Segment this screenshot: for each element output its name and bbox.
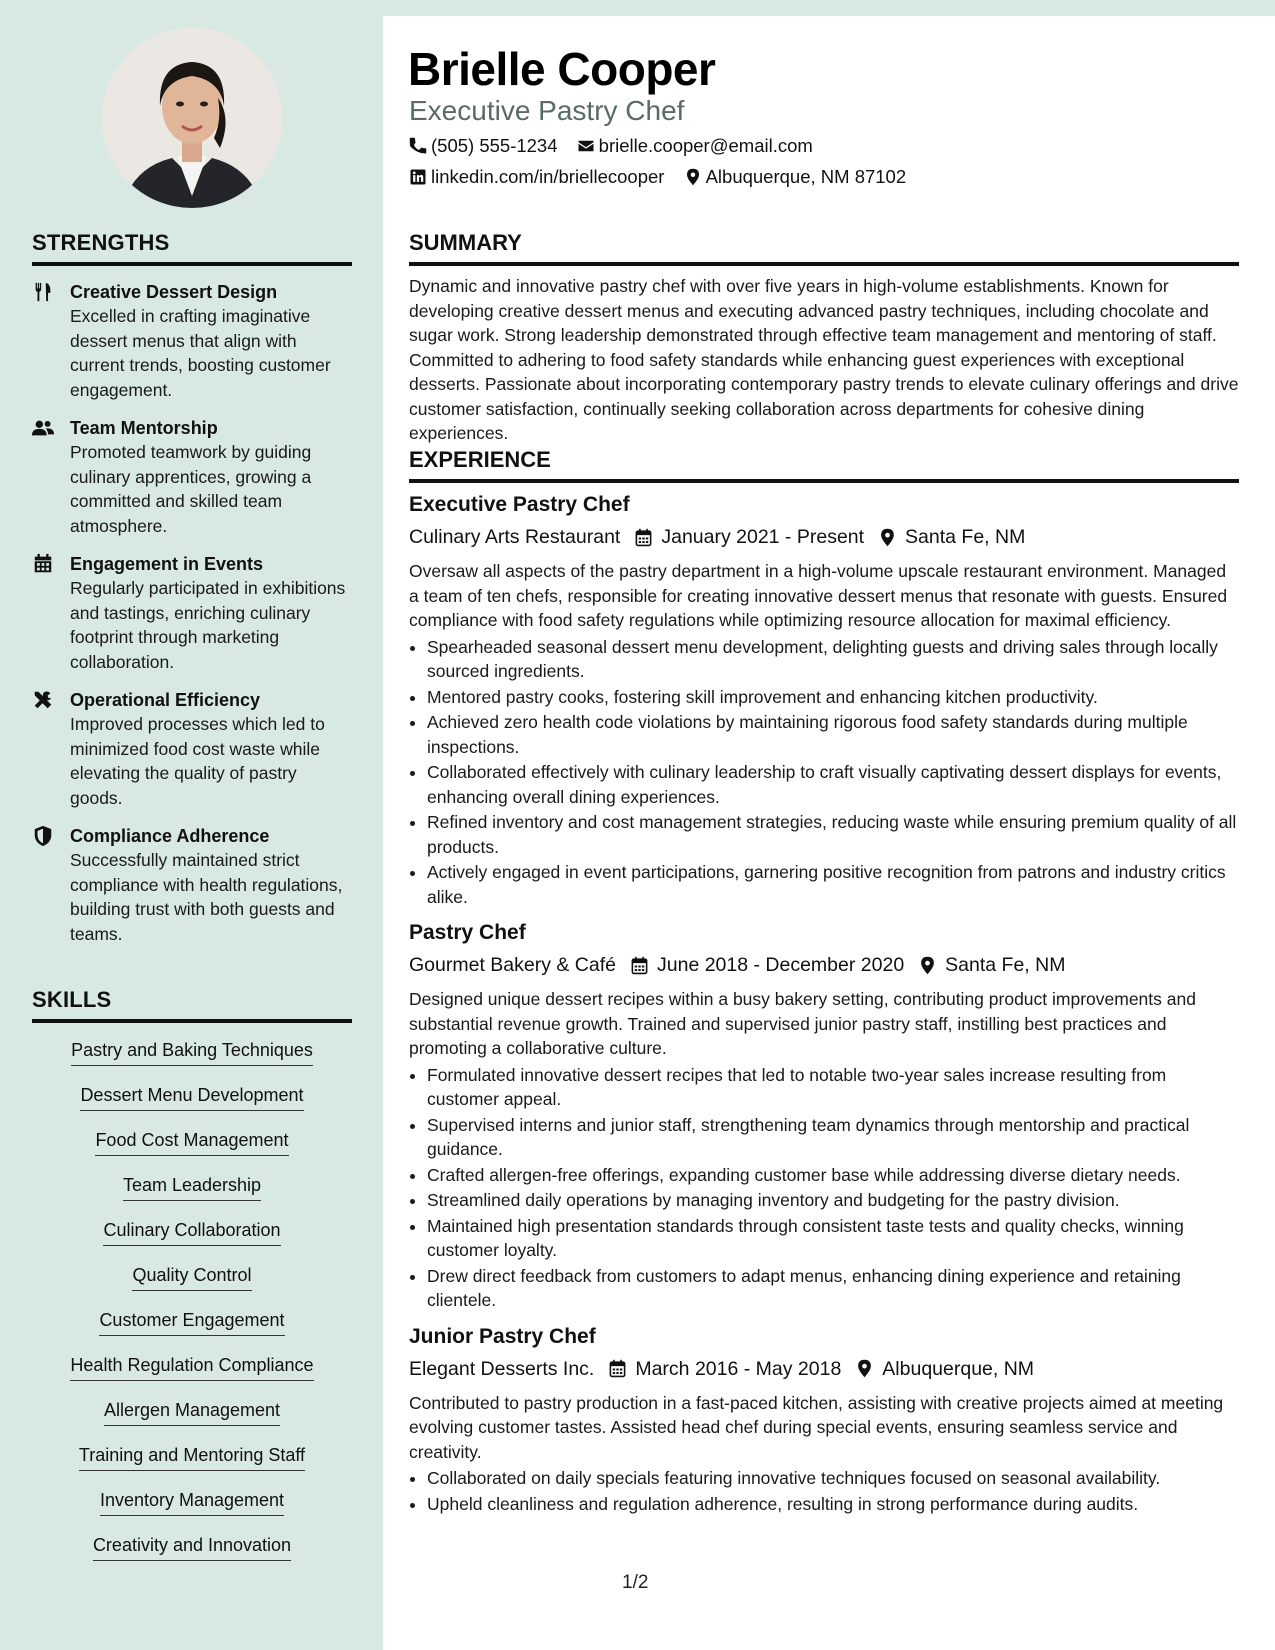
job-company: Gourmet Bakery & Café: [409, 954, 616, 976]
bullet-item: • Mentored pastry cooks, fostering skill improvement and enhancing kitchen productivity.: [427, 685, 1239, 710]
job-meta: [409, 951, 1239, 979]
job-location-text: Santa Fe, NM: [945, 954, 1066, 976]
strength-title: Operational Efficiency: [70, 690, 261, 710]
bullet-item: • Achieved zero health code violations by maintaining rigorous food safety standards during multiple inspections.: [427, 710, 1239, 759]
map-pin-icon: [855, 1359, 874, 1378]
job-location: [855, 1355, 1034, 1383]
bullet-item: • Streamlined daily operations by managing inventory and budgeting for the pastry division.: [427, 1188, 1239, 1213]
job-dates-text: March 2016 - May 2018: [635, 1357, 842, 1380]
job-description: Designed unique dessert recipes within a busy bakery setting, contributing product improvements and substantial revenue growth. Trained and supervised junior pastry staff, instilling best practices and promoting a collaborative culture.: [409, 989, 1196, 1058]
candidate-name: Brielle Cooper: [408, 43, 716, 95]
strengths-heading: STRENGTHS: [32, 230, 352, 266]
skill-tag: Training and Mentoring Staff: [79, 1444, 305, 1471]
avatar: [102, 28, 282, 208]
summary-section: [409, 230, 1239, 446]
job-dates: [608, 1355, 841, 1383]
job-dates-text: June 2018 - December 2020: [657, 954, 905, 976]
job-location: [878, 523, 1025, 551]
job-meta: [409, 523, 1239, 551]
calendar-icon: [608, 1359, 627, 1378]
job-location-text: Santa Fe, NM: [905, 526, 1026, 548]
tools-icon: [32, 689, 54, 711]
envelope-icon: [577, 137, 595, 155]
strength-item: [32, 824, 352, 946]
phone: [409, 134, 558, 158]
skill-tag: Food Cost Management: [95, 1129, 288, 1156]
job-entry: [409, 491, 1239, 909]
skills-section: [32, 987, 352, 1579]
bullet-item: • Spearheaded seasonal dessert menu development, delighting guests and driving sales through locally sourced ingredients.: [427, 635, 1239, 684]
job-location-text: Albuquerque, NM: [882, 1357, 1035, 1380]
skill-tag: Dessert Menu Development: [80, 1084, 303, 1111]
job-title: Pastry Chef: [409, 921, 526, 944]
job-description: Oversaw all aspects of the pastry department in a high-volume upscale restaurant environment. Managed a team of ten chefs, responsible for creating innovative dessert menus that resonate with guests. Ensured compliance with food safety regulations while optimizing resource allocation for maximal efficiency.: [409, 561, 1228, 630]
job-entry: [409, 919, 1239, 1313]
experience-heading: EXPERIENCE: [409, 447, 1239, 483]
strength-desc: Excelled in crafting imaginative dessert menus that align with current trends, boosting customer engagement.: [70, 306, 331, 400]
job-bullets: [409, 1466, 1239, 1516]
skill-tag: Team Leadership: [123, 1174, 261, 1201]
strength-item: [32, 416, 352, 538]
phone-icon: [409, 137, 427, 155]
linkedin-link[interactable]: linkedin.com/in/briellecooper: [431, 166, 665, 187]
job-dates-text: January 2021 - Present: [661, 526, 865, 548]
strength-desc: Promoted teamwork by guiding culinary apprentices, growing a committed and skilled team atmosphere.: [70, 442, 312, 536]
strength-title: Team Mentorship: [70, 418, 218, 438]
linkedin: [409, 165, 664, 189]
strength-desc: Successfully maintained strict compliance with health regulations, building trust with both guests and teams.: [70, 850, 343, 944]
job-dates: [634, 523, 864, 551]
shield-icon: [32, 825, 54, 847]
bullet-item: • Collaborated effectively with culinary leadership to craft visually captivating dessert displays for events, enhancing overall dining experiences.: [427, 760, 1239, 809]
calendar-icon: [32, 553, 54, 575]
job-bullets: [409, 635, 1239, 910]
job-title: Executive Pastry Chef: [409, 493, 630, 516]
strengths-section: [32, 230, 352, 946]
job-location: [918, 951, 1065, 979]
job-entry: [409, 1323, 1239, 1517]
skills-list: [32, 1039, 352, 1579]
profile-photo: [102, 28, 282, 208]
sidebar: [0, 0, 383, 1650]
strength-desc: Regularly participated in exhibitions and tastings, enriching culinary footprint through marketing collaboration.: [70, 578, 346, 672]
summary-heading: SUMMARY: [409, 230, 1239, 266]
bullet-item: • Supervised interns and junior staff, strengthening team dynamics through mentorship and practical guidance.: [427, 1113, 1239, 1162]
map-pin-icon: [684, 168, 702, 186]
bullet-item: • Drew direct feedback from customers to adapt menus, enhancing dining experience and retaining clientele.: [427, 1264, 1239, 1313]
strength-item: [32, 552, 352, 674]
skill-tag: Customer Engagement: [99, 1309, 284, 1336]
main-content: [383, 16, 1275, 1650]
contact-line-1: [409, 134, 827, 161]
strength-title: Creative Dessert Design: [70, 282, 278, 302]
skill-tag: Health Regulation Compliance: [70, 1354, 313, 1381]
strength-item: [32, 280, 352, 402]
bullet-item: • Maintained high presentation standards through consistent taste tests and quality checks, winning customer loyalty.: [427, 1214, 1239, 1263]
linkedin-icon: [409, 168, 427, 186]
calendar-icon: [630, 956, 649, 975]
candidate-role: Executive Pastry Chef: [409, 95, 685, 126]
bullet-item: • Collaborated on daily specials featuring innovative techniques focused on seasonal availability.: [427, 1466, 1239, 1491]
strength-desc: Improved processes which led to minimized food cost waste while elevating the quality of pastry goods.: [70, 714, 325, 808]
strength-title: Engagement in Events: [70, 554, 264, 574]
email-link[interactable]: brielle.cooper@email.com: [598, 135, 813, 156]
location-text: Albuquerque, NM 87102: [705, 166, 907, 187]
users-icon: [32, 417, 54, 439]
page-number: 1/2: [622, 1572, 649, 1593]
job-description: Contributed to pastry production in a fast-paced kitchen, assisting with creative projects aimed at meeting evolving customer tastes. Assisted head chef during special events, ensuring seamless service and creativity.: [409, 1392, 1224, 1462]
contact-line-2: [409, 165, 920, 192]
skill-tag: Creativity and Innovation: [93, 1534, 291, 1561]
strength-title: Compliance Adherence: [70, 826, 270, 846]
bullet-item: • Refined inventory and cost management strategies, reducing waste while ensuring premium quality of all products.: [427, 810, 1239, 859]
location: [684, 165, 907, 189]
experience-section: [409, 447, 1239, 1517]
phone-text[interactable]: (505) 555-1234: [431, 135, 558, 156]
job-company: Elegant Desserts Inc.: [409, 1357, 595, 1380]
email: [577, 134, 813, 158]
map-pin-icon: [918, 956, 937, 975]
summary-text: Dynamic and innovative pastry chef with over five years in high-volume establishments. Known for developing creative dessert menus and executing advanced pastry techniques, including chocolate and sugar work. Strong leadership demonstrated through effective team management and mentoring of staff. Committed to adhering to food safety standards while enhancing guest experiences with exceptional desserts. Passionate about incorporating contemporary pastry trends to elevate culinary offerings and drive customer satisfaction, continually seeking collaboration across departments for cohesive dining experiences.: [409, 276, 1239, 443]
job-title: Junior Pastry Chef: [409, 1324, 596, 1348]
job-company: Culinary Arts Restaurant: [409, 526, 621, 548]
bullet-item: • Crafted allergen-free offerings, expanding customer base while addressing diverse dietary needs.: [427, 1163, 1239, 1188]
bullet-item: • Actively engaged in event participations, garnering positive recognition from patrons and industry critics alike.: [427, 860, 1239, 909]
job-bullets: [409, 1063, 1239, 1313]
job-meta: [409, 1355, 1239, 1383]
job-dates: [630, 951, 904, 979]
utensils-icon: [32, 281, 54, 303]
strength-item: [32, 688, 352, 810]
calendar-icon: [634, 528, 653, 547]
skill-tag: Inventory Management: [100, 1489, 284, 1516]
map-pin-icon: [878, 528, 897, 547]
skills-heading: SKILLS: [32, 987, 352, 1023]
skill-tag: Allergen Management: [104, 1399, 280, 1426]
skill-tag: Pastry and Baking Techniques: [71, 1039, 313, 1066]
bullet-item: • Upheld cleanliness and regulation adherence, resulting in strong performance during audits.: [427, 1492, 1239, 1517]
skill-tag: Culinary Collaboration: [103, 1219, 280, 1246]
bullet-item: • Formulated innovative dessert recipes that led to notable two-year sales increase resulting from customer appeal.: [427, 1063, 1239, 1112]
skill-tag: Quality Control: [132, 1264, 251, 1291]
